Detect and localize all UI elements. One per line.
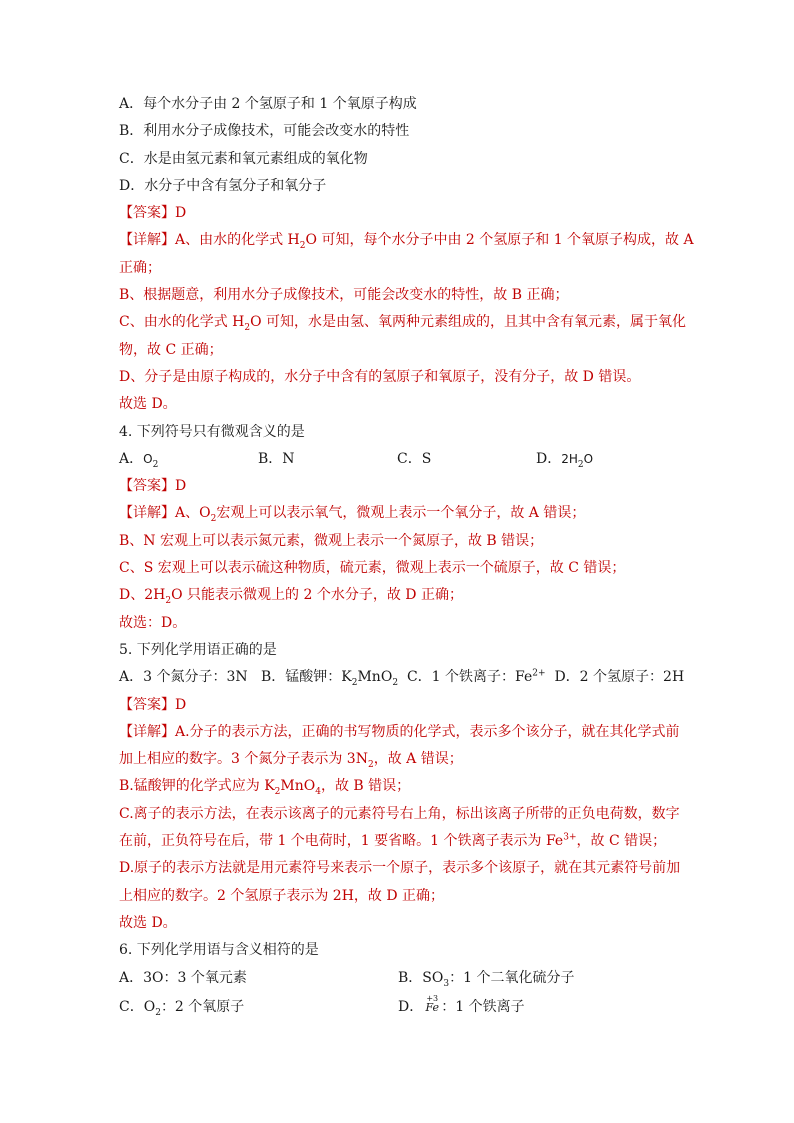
q5-detail-1: 【详解】A.分子的表示方法，正确的书写物质的化学式，表示多个该分子，就在其化学式前 [119,723,680,740]
q6-options-row-2 [119,994,679,1021]
answer-label: 【答案】 [119,478,175,495]
q3-option-b: B．利用水分子成像技术，可能会改变水的特性 [119,123,410,140]
q4-answer [119,473,679,500]
q3-detail-a-cont: 正确； [119,259,161,276]
q5-detail-5: 在前，正负符号在后，带 1 个电荷时，1 要省略。1 个铁离子表示为 $Fe^{3+}$，故 C 错误； [119,832,667,850]
q5-answer [119,692,679,719]
q3-conclusion: 故选 D。 [119,396,177,413]
q5-detail-4: C.离子的表示方法，在表示该离子的元素符号右上角，标出该离子所带的正负电荷数，数字 [119,805,680,822]
q4-option-c: C．S [397,450,432,467]
q5-detail-2: 加上相应的数字。3 个氮分子表示为 $3N_2$，故 A 错误； [119,751,463,770]
q4-detail-d: D、$2H_2O$ 只能表示微观上的 2 个水分子，故 D 正确； [119,587,463,607]
q3-detail-c: C、由水的化学式 $H_2O$ 可知，水是由氢、氧两种元素组成的，且其中含有氧元素，属于氧化 [119,314,687,334]
q6-option-d: D． +3 Fe ：1 个铁离子 [398,994,525,1021]
q3-option-d: D．水分子中含有氢分子和氧分子 [119,177,327,194]
detail-label: 【详解】 [119,232,175,249]
q5-detail-3: B.锰酸钾的化学式应为 $K_2MnO_4$，故 B 错误； [119,778,411,798]
answer-label: 【答案】 [119,205,175,222]
q5-conclusion: 故选 D。 [119,914,177,931]
q4-detail-c: C、S 宏观上可以表示硫这种物质，硫元素，微观上表示一个硫原子，故 C 错误； [119,560,626,577]
answer-label: 【答案】 [119,696,175,713]
detail-label: 【详解】 [119,505,175,522]
q3-detail-c-cont: 物，故 C 正确； [119,341,223,358]
q4-detail-b: B、N 宏观上可以表示氮元素，微观上表示一个氮原子，故 B 错误； [119,532,544,549]
q6-option-b: B．$SO_3$：1 个二氧化硫分子 [398,969,575,989]
q5-detail-7: 上相应的数字。2 个氢原子表示为 2H，故 D 正确； [119,887,445,904]
answer-value: D [175,478,187,495]
q4-conclusion: 故选：D。 [119,614,187,631]
q5-option-d: D．2 个氢原子：2H [554,669,685,686]
answer-value: D [175,205,187,222]
document-page [119,91,694,1021]
q4-detail-a: 【详解】A、$O_2$宏观上可以表示氧气，微观上表示一个氧分子，故 A 错误； [119,505,586,525]
q4-option-d: D．$2H_2O$ [536,450,594,470]
q4-option-a: A．$O_2$ [119,450,159,470]
q6-option-c: C．$O_2$：2 个氧原子 [119,998,245,1018]
q4-option-b: B．N [258,450,295,467]
q5-option-b: B．锰酸钾：$K_2MnO_2$ [260,669,399,689]
q3-answer [119,200,679,227]
q5-option-c: C．1 个铁离子：$Fe^{2+}$ [406,668,546,686]
detail-label: 【详解】 [119,723,175,740]
q6-question: 6. 下列化学用语与含义相符的是 [119,942,319,959]
q5-question: 5. 下列化学用语正确的是 [119,641,277,658]
q3-option-a: A．每个水分子由 2 个氢原子和 1 个氧原子构成 [119,96,417,112]
q6-option-a: A．3O：3 个氧元素 [119,969,247,986]
q3-detail-a: 【详解】A、由水的化学式 $H_2O$ 可知，每个水分子中由 2 个氢原子和 1 个氧原子构成，故 A [119,232,694,252]
iron-valence-symbol: +3 Fe [425,993,439,1014]
answer-value: D [175,696,187,713]
q5-options [119,664,685,691]
q5-option-a: A．3 个氮分子：3N [119,669,248,686]
q4-options [119,446,679,473]
q5-detail-6: D.原子的表示方法就是用元素符号来表示一个原子，表示多个该原子，就在其元素符号前加 [119,860,681,877]
q4-question: 4. 下列符号只有微观含义的是 [119,423,305,440]
q3-detail-b: B、根据题意，利用水分子成像技术，可能会改变水的特性，故 B 正确； [119,287,569,304]
q6-options-row-1 [119,965,679,992]
q3-option-c: C．水是由氢元素和氧元素组成的氧化物 [119,150,368,167]
q3-detail-d: D、分子是由原子构成的，水分子中含有的氢原子和氧原子，没有分子，故 D 错误。 [119,368,641,385]
